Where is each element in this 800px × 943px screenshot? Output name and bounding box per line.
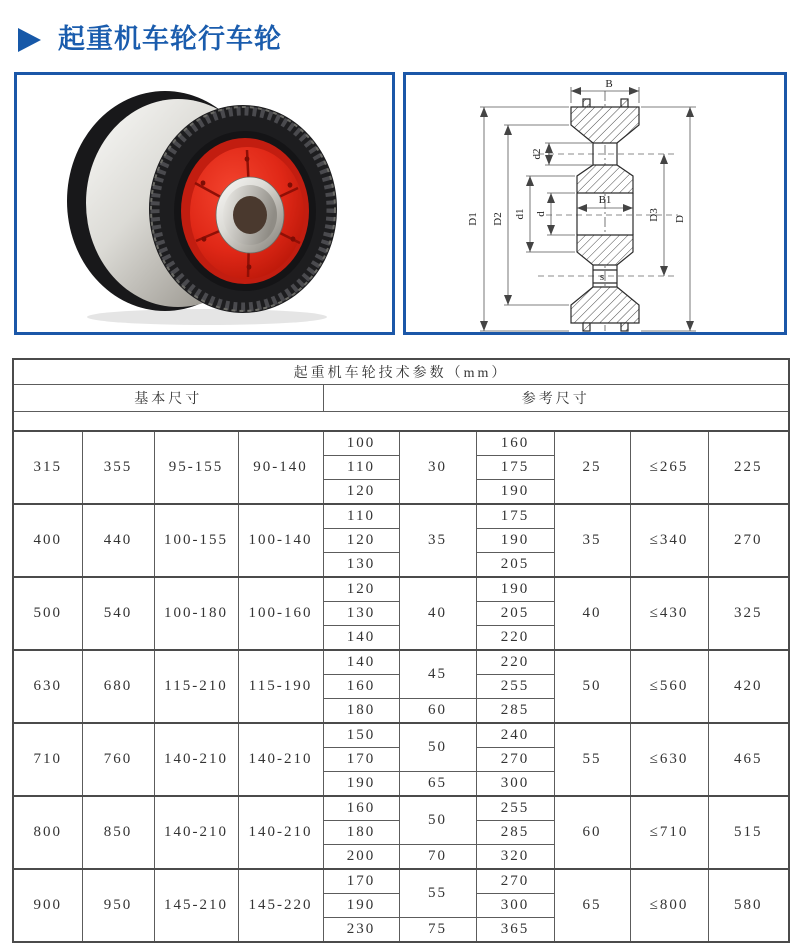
spec-cell: 205 (476, 601, 554, 625)
spec-cell: 180 (323, 820, 399, 844)
spec-cell: 35 (554, 504, 630, 577)
spec-cell: 515 (708, 796, 789, 869)
image-panels (14, 72, 787, 335)
spec-cell: ≤710 (630, 796, 708, 869)
spec-cell: 115-210 (154, 650, 238, 723)
spec-cell: ≤430 (630, 577, 708, 650)
spec-cell: 175 (476, 455, 554, 479)
dim-label-B1: B1 (598, 193, 612, 206)
spec-cell: 225 (708, 431, 789, 504)
spec-cell: 680 (82, 650, 154, 723)
spec-cell: 50 (399, 723, 476, 772)
page-title: 起重机车轮行车轮 (58, 24, 282, 54)
spec-cell: 365 (476, 917, 554, 942)
spec-cell: 315 (13, 431, 82, 504)
spec-cell: 355 (82, 431, 154, 504)
spec-cell: 255 (476, 674, 554, 698)
spec-cell: 140-210 (238, 723, 323, 796)
spec-cell: 110 (323, 504, 399, 529)
spec-cell: 900 (13, 869, 82, 942)
spec-cell: 75 (399, 917, 476, 942)
spec-cell: 50 (399, 796, 476, 845)
spec-cell: ≤800 (630, 869, 708, 942)
dim-label-d2: d2 (531, 148, 543, 160)
spec-cell: 175 (476, 504, 554, 529)
spec-cell: 270 (708, 504, 789, 577)
spec-cell: 190 (476, 577, 554, 602)
spec-table (12, 358, 790, 943)
spec-cell: 325 (708, 577, 789, 650)
spec-cell: 200 (323, 844, 399, 869)
spec-cell: 95-155 (154, 431, 238, 504)
spec-cell: 55 (399, 869, 476, 918)
spec-cell: ≤560 (630, 650, 708, 723)
spec-cell: 230 (323, 917, 399, 942)
spec-cell: 190 (323, 893, 399, 917)
spec-cell: 100 (323, 431, 399, 456)
spec-cell: 500 (13, 577, 82, 650)
spec-cell: 950 (82, 869, 154, 942)
spec-cell: 240 (476, 723, 554, 748)
wheel-section-drawing (406, 75, 784, 332)
spec-cell: 300 (476, 771, 554, 796)
spec-cell: 190 (476, 479, 554, 504)
spec-cell: 30 (399, 431, 476, 504)
spec-cell: 270 (476, 747, 554, 771)
spec-cell: 710 (13, 723, 82, 796)
spec-cell: 25 (554, 431, 630, 504)
spec-cell: 65 (554, 869, 630, 942)
spec-cell: 100-160 (238, 577, 323, 650)
spec-cell: 190 (476, 528, 554, 552)
header-arrow-icon (18, 28, 41, 52)
spec-cell: 760 (82, 723, 154, 796)
spec-cell: 160 (323, 796, 399, 821)
spec-cell: 285 (476, 820, 554, 844)
dim-label-d: d (535, 210, 547, 217)
spec-cell: 35 (399, 504, 476, 577)
table-row-710-sub1 (13, 723, 789, 748)
spec-cell: 465 (708, 723, 789, 796)
dim-label-B: B (605, 77, 613, 90)
product-photo-panel (14, 72, 395, 335)
technical-drawing-panel (403, 72, 787, 335)
table-row-900-sub1 (13, 869, 789, 894)
spec-cell: 100-180 (154, 577, 238, 650)
dim-label-D3: D3 (648, 207, 660, 222)
spec-cell: 145-210 (154, 869, 238, 942)
spec-cell: 40 (399, 577, 476, 650)
group-header-reference: 参考尺寸 (323, 384, 789, 411)
spec-cell: 270 (476, 869, 554, 894)
spec-cell: 140-210 (154, 723, 238, 796)
spec-cell: ≤340 (630, 504, 708, 577)
table-row-800-sub1 (13, 796, 789, 821)
spec-cell: 145-220 (238, 869, 323, 942)
spec-cell: 630 (13, 650, 82, 723)
spec-cell: 140 (323, 625, 399, 650)
spec-cell: 120 (323, 528, 399, 552)
spec-cell: 120 (323, 577, 399, 602)
spec-cell: 140 (323, 650, 399, 675)
spec-cell: 110 (323, 455, 399, 479)
wheel-photo-illustration (17, 75, 392, 332)
spec-cell: 60 (399, 698, 476, 723)
spec-cell: 130 (323, 601, 399, 625)
empty-cell (13, 411, 789, 431)
spec-cell: 140-210 (238, 796, 323, 869)
spec-cell: 45 (399, 650, 476, 699)
spec-cell: 205 (476, 552, 554, 577)
page-header (0, 0, 800, 55)
spec-cell: 130 (323, 552, 399, 577)
dim-label-s: s (599, 270, 605, 283)
spec-cell: 120 (323, 479, 399, 504)
spec-cell: 220 (476, 650, 554, 675)
spec-cell: 540 (82, 577, 154, 650)
spec-cell: 100-140 (238, 504, 323, 577)
spec-cell: 320 (476, 844, 554, 869)
spec-cell: 180 (323, 698, 399, 723)
spec-cell: 50 (554, 650, 630, 723)
spec-cell: 115-190 (238, 650, 323, 723)
spec-cell: 800 (13, 796, 82, 869)
spec-cell: 55 (554, 723, 630, 796)
spec-cell: 220 (476, 625, 554, 650)
spec-cell: 140-210 (154, 796, 238, 869)
table-group-header-row (13, 384, 789, 411)
spec-cell: ≤630 (630, 723, 708, 796)
spec-cell: 190 (323, 771, 399, 796)
spec-cell: 440 (82, 504, 154, 577)
dim-label-D2: D2 (492, 211, 504, 226)
dim-label-D1: D1 (467, 211, 479, 226)
dim-label-d1: d1 (514, 208, 526, 220)
wheel-shadow (87, 309, 327, 325)
spec-cell: 300 (476, 893, 554, 917)
spec-cell: 40 (554, 577, 630, 650)
spec-cell: 170 (323, 747, 399, 771)
spec-cell: 255 (476, 796, 554, 821)
table-row-315-sub1 (13, 431, 789, 456)
table-title-row (13, 359, 789, 385)
spec-cell: 285 (476, 698, 554, 723)
spec-cell: ≤265 (630, 431, 708, 504)
spec-cell: 160 (476, 431, 554, 456)
spec-cell: 400 (13, 504, 82, 577)
spec-cell: 65 (399, 771, 476, 796)
spec-cell: 70 (399, 844, 476, 869)
table-empty-row (13, 411, 789, 431)
spec-cell: 850 (82, 796, 154, 869)
spec-cell: 100-155 (154, 504, 238, 577)
spec-cell: 580 (708, 869, 789, 942)
spec-cell: 150 (323, 723, 399, 748)
group-header-basic: 基本尺寸 (13, 384, 323, 411)
table-row-630-sub1 (13, 650, 789, 675)
spec-cell: 90-140 (238, 431, 323, 504)
table-row-400-sub1 (13, 504, 789, 529)
spec-table-wrap (12, 358, 788, 943)
spec-cell: 160 (323, 674, 399, 698)
dim-label-D: D (674, 214, 686, 223)
spec-cell: 60 (554, 796, 630, 869)
spec-cell: 170 (323, 869, 399, 894)
bore-hole (233, 196, 267, 234)
table-title: 起重机车轮技术参数（mm） (13, 359, 789, 385)
spec-cell: 420 (708, 650, 789, 723)
table-row-500-sub1 (13, 577, 789, 602)
